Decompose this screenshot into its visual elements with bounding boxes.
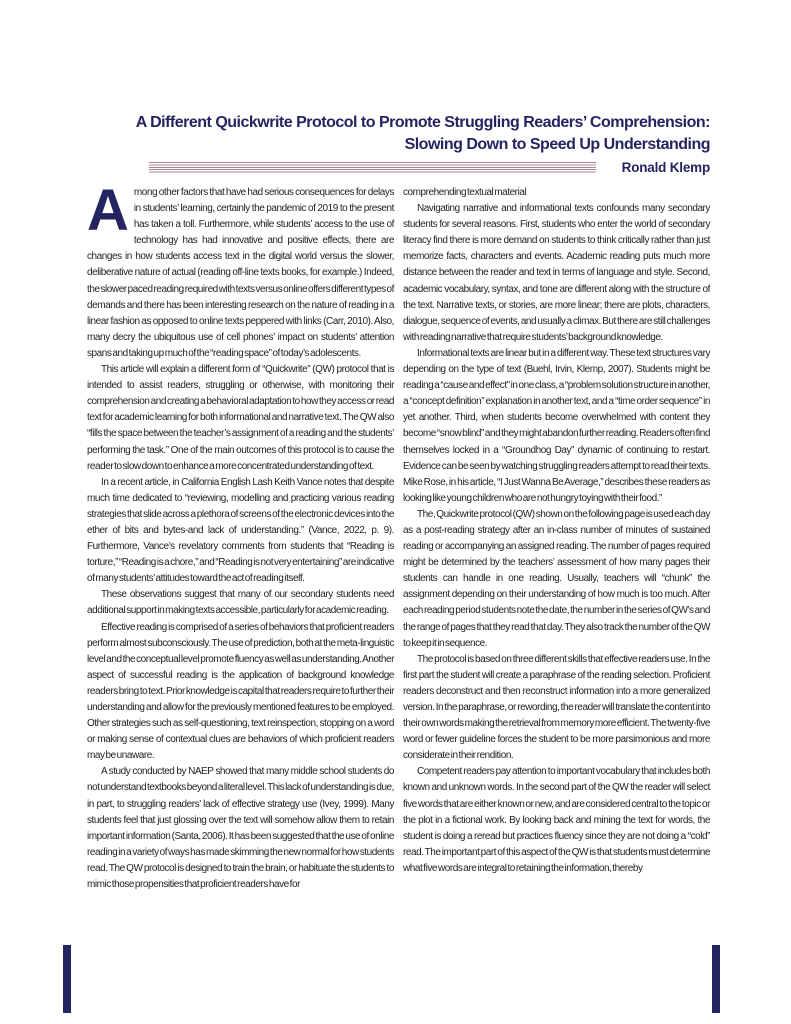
byline-row [0,160,791,175]
paragraph: Navigating narrative and informational texts confounds many secondary students for several reasons. First, students who enter the world of secondary literacy find there is more demand on students to think critically rather than just memorize facts, characters and events. Academic reading puts much more distance between the reader and text in terms of language and style. Second, academic vocabulary, syntax, and tone are different along with the structure of the text. Narrative texts, or stories, are more linear; there are plots, characters, dialogue, sequence of events, and usually a climax. But there are still challenges with reading narrative that require students’ background knowledge. [403,203,710,343]
paragraph: The, Quickwrite protocol (QW) shown on the following page is used each day as a post-reading strategy after an in-class number of minutes of sustained reading or accompanying an assigned reading. The number of pages required might be determined by the teachers’ assessment of how many pages their students can handle in one reading. Usually, teachers will “chunk” the assignment depending on their understanding of how much is too much. After each reading period students note the date, the number in the series of QW’s and the range of pages that they read that day. They also track the number of the QW to keep it in sequence. [403,508,710,649]
author-name: Ronald Klemp [621,160,710,175]
paragraph-text: mong other factors that have had serious consequences for delays in students’ learning, certainly the pandemic of 2019 to the present has taken a toll. Furthermore, while students’ access to the use of technology has had innovative and positive effects, there are changes in how students access text in the digital world versus the slower, deliberative nature of actual (reading off-line texts books, for example.) Indeed, the slower paced reading required with texts versus online offers different types of demands and there has been interesting research on the nature of reading in a linear fashion as opposed to online texts peppered with links (Carr, 2010). Also, many decry the ubiquitous use of cell phones’ impact on students’ attention spans and taking up much of the “reading space” of today’s adolescents. [87,187,394,359]
title-block [0,112,791,155]
paragraph [87,178,394,362]
title-line-1: A Different Quickwrite Protocol to Promote Struggling Readers’ Comprehension: [135,114,710,131]
decorative-rule-band [149,162,596,173]
paragraph: comprehending textual material [403,187,527,198]
page-edge-mark-left [63,945,71,1013]
paragraph: Effective reading is comprised of a series of behaviors that proficient readers perform almost subconsciously. The use of prediction, both at the meta-linguistic level and the conceptual level promote fluency as well as understanding. Another aspect of successful reading is the application of background knowledge readers bring to text. Prior knowledge is capital that readers require to further their understanding and allow for the previously mentioned features to be employed. Other strategies such as self-questioning, text reinspection, stopping on a word or making sense of contextual clues are behaviors of which proficient readers may be unaware. [87,621,394,762]
column-left [87,178,394,893]
paragraph: Competent readers pay attention to important vocabulary that includes both known and unknown words. In the second part of the QW the reader will select five words that are either known or new, and are considered central to the topic or the plot in a fictional work. By looking back and mining the text for words, the student is doing a reread but practices fluency since they are not doing a “cold” read. The important part of this aspect of the QW is that students must determine what five words are integral to retaining the information, thereby [403,766,710,874]
paragraph: Informational texts are linear but in a different way. These text structures vary depending on the type of text (Buehl, Irvin, Klemp, 2007). Students might be reading a “cause and effect” in one class, a “problem solution structure in another, a “concept definition” explanation in another text, and a “time order sequence” in yet another. Third, when students become overwhelmed with content they become “snow blind” and they might abandon further reading. Readers often find themselves locked in a “Groundhog Day” dynamic of continuing to restart. Evidence can be seen by watching struggling readers attempt to read their texts. Mike Rose, in his article, “I Just Wanna Be Average,” describes these readers as looking like young children who are not hungry toying with their food.” [403,347,710,504]
page-title [87,112,710,155]
page-edge-mark-right [712,945,720,1013]
paragraph: In a recent article, in California English Lash Keith Vance notes that despite much time dedicated to “reviewing, modelling and practicing various reading strategies that slide across a plethora of screens of the electronic devices into the ether of bits and bytes-and lack of understanding.” (Vance, 2022, p. 9). Furthermore, Vance’s revelatory comments from students that “Reading is torture,” “Reading is a chore,” and “Reading is not very entertaining” are indicative of many students’ attitudes toward the act of reading itself. [87,476,394,585]
paragraph: The protocol is based on three different skills that effective readers use. In the first part the student will create a paraphrase of the reading selection. Proficient readers deconstruct and then reconstruct information into a more generalized version. In the paraphrase, or rewording, the reader will translate the content into their own words making the retrieval from memory more efficient. The twenty-five word or fewer guideline forces the student to be more parsimonious and more considerate in their rendition. [403,653,710,762]
drop-cap: A [87,178,129,243]
title-line-2: Slowing Down to Speed Up Understanding [404,135,710,153]
paragraph: This article will explain a different form of “Quickwrite” (QW) protocol that is intended to assist readers, struggling or otherwise, with monitoring their comprehension and creating a behavioral adaptation to how they access or read text for academic learning for both informational and narrative text. The QW also “fills the space between the teacher’s assignment of a reading and the students’ performing the task.” One of the main outcomes of this protocol is to cause the reader to slow down to enhance a more concentrated understanding of text. [87,364,394,472]
paragraph: These observations suggest that many of our secondary students need additional support in making texts accessible, particularly for academic reading. [87,589,394,617]
paragraph: A study conducted by NAEP showed that many middle school students do not understand textbooks beyond a literal level. This lack of understanding is due, in part, to struggling readers’ lack of effective strategy use (Ivey, 1999). Many students feel that just glossing over the text will somehow allow them to retain important information (Santa, 2006). It has been suggested that the use of online reading in a variety of ways has made skimming the new normal for how students read. The QW protocol is designed to train the brain, or habituate the students to mimic those propensities that proficient readers have for [87,766,394,891]
article-body [0,178,791,893]
column-right [403,185,710,893]
